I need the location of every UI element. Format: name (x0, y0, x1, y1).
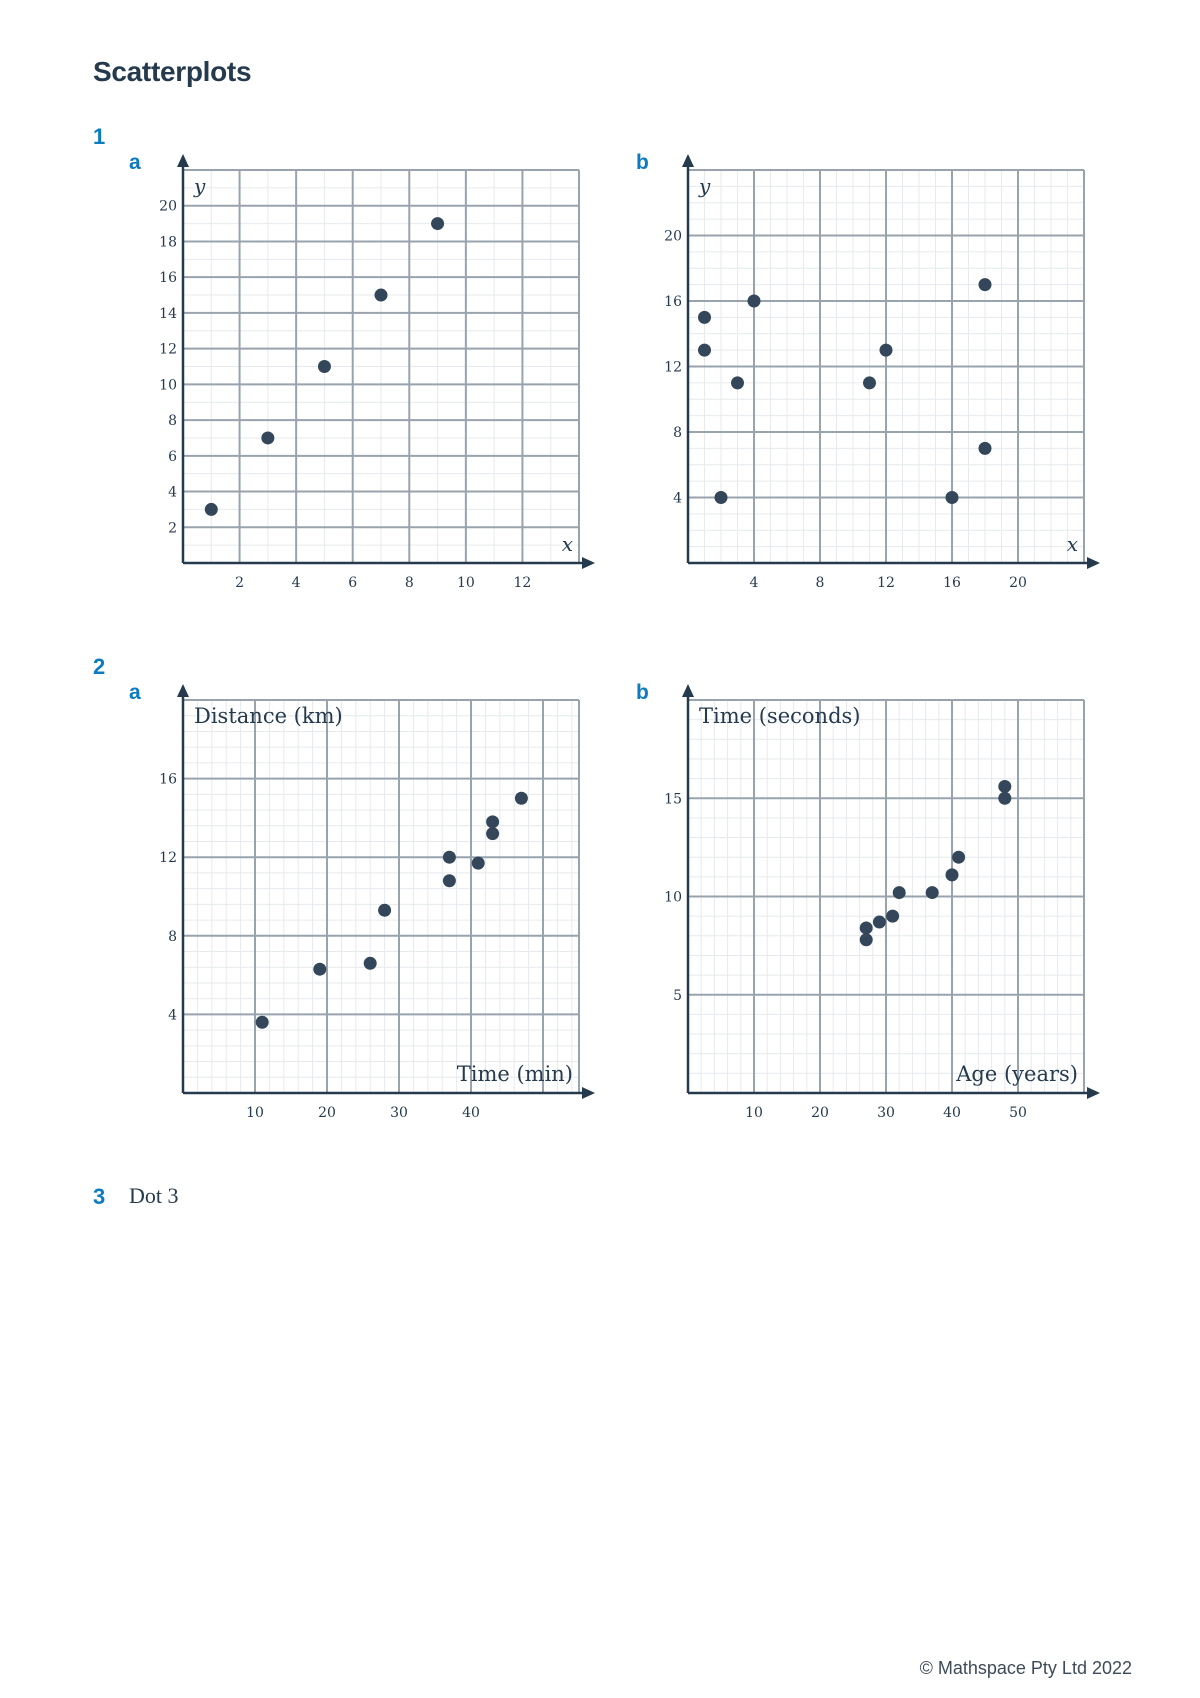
data-point (378, 904, 391, 917)
y-tick-label: 2 (168, 520, 177, 537)
y-tick-label: 16 (159, 771, 177, 788)
data-point (515, 792, 528, 805)
y-tick-label: 4 (673, 490, 682, 507)
y-tick-label: 8 (673, 425, 682, 441)
data-point (715, 491, 728, 504)
x-tick-label: 6 (348, 575, 358, 591)
x-tick-label: 50 (1009, 1105, 1027, 1121)
x-axis-title: x (561, 532, 573, 556)
x-tick-label: 10 (456, 575, 475, 591)
data-point (364, 957, 377, 970)
part-label-1a: a (129, 151, 141, 174)
data-point (443, 874, 456, 887)
data-point (880, 344, 893, 357)
scatterplot-1a (140, 160, 600, 600)
x-tick-label: 30 (390, 1105, 408, 1121)
data-point (886, 910, 899, 923)
y-axis-title: Time (seconds) (699, 704, 861, 728)
y-tick-label: 16 (664, 294, 682, 310)
y-tick-label: 12 (159, 850, 177, 867)
y-axis-title: y (194, 174, 206, 198)
data-point (979, 442, 992, 455)
page-title: Scatterplots (93, 56, 252, 87)
question-number-2: 2 (93, 654, 106, 679)
part-label-2b: b (636, 681, 649, 704)
x-axis-title: x (1066, 532, 1078, 556)
data-point (698, 344, 711, 357)
data-point (472, 857, 485, 870)
data-point (698, 311, 711, 324)
data-point (313, 963, 326, 976)
y-axis-arrow (177, 684, 189, 697)
y-tick-label: 12 (664, 359, 682, 376)
data-point (860, 921, 873, 934)
data-point (893, 886, 906, 899)
x-tick-label: 40 (462, 1105, 480, 1121)
x-tick-label: 8 (404, 575, 414, 591)
data-point (375, 289, 388, 302)
data-point (256, 1016, 269, 1029)
copyright-footer: © Mathspace Pty Ltd 2022 (919, 1658, 1132, 1678)
question-3-text: Dot 3 (129, 1183, 179, 1208)
y-tick-label: 8 (168, 413, 177, 430)
y-tick-label: 4 (168, 1007, 177, 1024)
x-axis-title: Age (years) (956, 1062, 1078, 1086)
data-point (205, 503, 218, 516)
x-tick-label: 20 (1009, 575, 1027, 591)
question-number-1: 1 (93, 124, 106, 149)
y-tick-label: 10 (159, 377, 177, 394)
x-tick-label: 4 (291, 575, 301, 591)
data-point (486, 827, 499, 840)
y-tick-label: 8 (168, 928, 177, 945)
y-tick-label: 20 (159, 198, 177, 215)
x-tick-label: 20 (811, 1105, 829, 1121)
y-tick-label: 18 (159, 234, 177, 251)
data-point (860, 933, 873, 946)
y-tick-label: 10 (664, 889, 682, 906)
data-point (748, 295, 761, 308)
data-point (979, 278, 992, 291)
x-tick-label: 20 (318, 1105, 336, 1121)
data-point (486, 815, 499, 828)
y-axis-arrow (682, 154, 694, 167)
y-tick-label: 5 (673, 987, 682, 1004)
scatterplot-1b (645, 160, 1105, 600)
x-axis-arrow (1087, 557, 1100, 569)
x-tick-label: 8 (815, 575, 825, 591)
x-axis-arrow (582, 1087, 595, 1099)
y-tick-label: 15 (664, 791, 682, 808)
data-point (731, 376, 744, 389)
y-tick-label: 20 (664, 228, 682, 245)
x-tick-label: 16 (943, 575, 961, 591)
x-tick-label: 40 (943, 1105, 961, 1121)
scatterplot-2b (645, 690, 1105, 1130)
x-tick-label: 10 (745, 1105, 763, 1121)
plot-background (183, 700, 579, 1093)
y-axis-title: Distance (km) (194, 704, 343, 728)
x-axis-arrow (582, 557, 595, 569)
part-label-1b: b (636, 151, 649, 174)
y-tick-label: 6 (168, 448, 177, 465)
y-tick-label: 4 (168, 484, 177, 501)
y-axis-arrow (682, 684, 694, 697)
y-tick-label: 16 (159, 270, 177, 287)
data-point (873, 916, 886, 929)
data-point (318, 360, 331, 373)
question-number-3: 3 (93, 1184, 106, 1209)
data-point (863, 376, 876, 389)
data-point (946, 491, 959, 504)
y-tick-label: 14 (159, 305, 177, 322)
part-label-2a: a (129, 681, 141, 704)
data-point (431, 217, 444, 230)
x-tick-label: 30 (877, 1105, 895, 1121)
data-point (926, 886, 939, 899)
y-axis-title: y (699, 174, 711, 198)
x-tick-label: 12 (877, 575, 895, 591)
data-point (998, 780, 1011, 793)
data-point (952, 851, 965, 864)
y-tick-label: 12 (159, 341, 177, 358)
x-axis-title: Time (min) (456, 1062, 573, 1086)
scatterplot-2a (140, 690, 600, 1130)
x-tick-label: 10 (246, 1105, 264, 1121)
x-tick-label: 4 (749, 575, 759, 591)
data-point (443, 851, 456, 864)
x-tick-label: 2 (235, 575, 245, 591)
data-point (946, 868, 959, 881)
x-axis-arrow (1087, 1087, 1100, 1099)
y-axis-arrow (177, 154, 189, 167)
data-point (998, 792, 1011, 805)
x-tick-label: 12 (513, 575, 532, 591)
data-point (261, 431, 274, 444)
